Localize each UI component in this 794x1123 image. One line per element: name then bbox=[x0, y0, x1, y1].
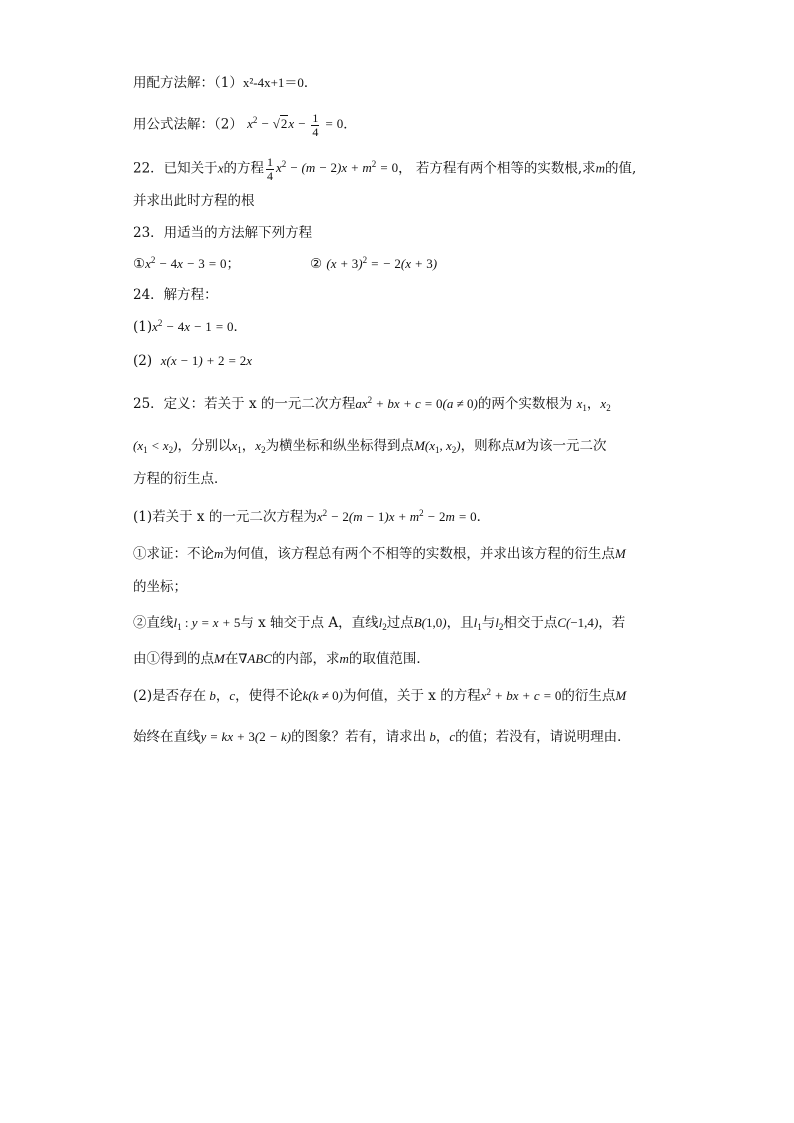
q25-triangle-abc: ∇ABC bbox=[238, 651, 272, 666]
q25-line-l1-eq: $l_1$ : y = x + 5 bbox=[173, 615, 241, 632]
q25-part2-point-m: M bbox=[615, 688, 627, 703]
q22-text-1: 的方程 bbox=[223, 160, 264, 177]
q25-sub2-text-f: 相交于点 bbox=[503, 615, 558, 631]
q25-sub2-text-c: 过点 bbox=[386, 615, 414, 631]
q25-part2-text-d: 为何值，关于 x 的方程 bbox=[343, 688, 481, 704]
q25-part2-text-f: 始终在直线 bbox=[133, 729, 201, 745]
q24-tail-1: ． bbox=[233, 319, 248, 335]
q25-sub2-text-i: 在 bbox=[224, 651, 239, 667]
q25-sub2-text-b: 与 x 轴交于点 A，直线 bbox=[240, 615, 379, 631]
q25-part2-equation: $x^2$ + bx + c = 0 bbox=[480, 687, 562, 703]
q24-marker-1: (1) bbox=[133, 319, 153, 335]
q25-sub2-text-k: 的取值范围． bbox=[348, 651, 430, 667]
q21-line-1 bbox=[133, 74, 317, 92]
q25-part2-text-i: 的值；若没有，请说明理由． bbox=[455, 729, 631, 745]
q25-comma-1: ， bbox=[586, 396, 601, 412]
q25-line-2 bbox=[133, 437, 606, 455]
q25-text-2e: 为该一元二次 bbox=[525, 438, 607, 454]
q22-var-x: x bbox=[217, 160, 224, 176]
q25-part2-c-ref: c bbox=[449, 729, 456, 744]
q21-equation-1: x²-4x+1＝0 bbox=[242, 75, 304, 90]
q25-part2-text-e: 的衍生点 bbox=[561, 688, 616, 704]
q25-part1-text: (1)若关于 x 的一元二次方程为 bbox=[133, 509, 317, 525]
q25-root-order: $(x_1 < x_2)$ bbox=[133, 438, 178, 455]
q25-x2-ref: $x_2$ bbox=[255, 438, 266, 455]
q22-text-4: 并求出此时方程的根 bbox=[133, 193, 255, 209]
q25-point-c: C(−1,4) bbox=[557, 615, 599, 630]
q23-title-text: 23．用适当的方法解下列方程 bbox=[133, 225, 313, 241]
q25-sub2-text-a: ②直线 bbox=[133, 615, 174, 631]
q25-sub1-text-a: ①求证：不论 bbox=[133, 546, 214, 562]
q22-equation: $\frac{1}{4}$ $x^2 - (m - 2)x + m^2 = 0$ bbox=[266, 155, 399, 183]
q25-sub2-text-g: ，若 bbox=[598, 615, 626, 631]
q25-sub2-text-d: ，且 bbox=[446, 615, 474, 631]
q25-l2-ref: $l_2$ bbox=[495, 615, 504, 632]
q25-part1-end: ． bbox=[476, 509, 491, 525]
q25-x1-ref: $x_1$ bbox=[231, 438, 242, 455]
q25-sub2-var-m: m bbox=[339, 651, 349, 666]
q25-sub1-point-m: M bbox=[614, 546, 626, 561]
q25-part2-text-h: ， bbox=[435, 729, 450, 745]
q25-sub2-text-j: 的内部，求 bbox=[271, 651, 340, 667]
q25-text-2d: ，则称点 bbox=[460, 438, 515, 454]
q24-item-2 bbox=[133, 352, 252, 370]
q22-line-1 bbox=[133, 156, 636, 183]
q25-sub1-text-c: 的坐标； bbox=[133, 579, 187, 595]
q25-sub1-text-b: 为何值，该方程总有两个不相等的实数根，并求出该方程的衍生点 bbox=[223, 546, 615, 562]
q23-marker-2: ② bbox=[310, 256, 323, 272]
q25-line-l2: $l_2$ bbox=[378, 615, 387, 632]
q23-marker-1: ① bbox=[133, 256, 146, 272]
q21-line-2 bbox=[133, 112, 357, 139]
q25-root-x1: $x_1$ bbox=[576, 396, 587, 413]
q21-prefix-2: 用公式法解：（2） bbox=[133, 116, 243, 133]
q25-sub2-line-2 bbox=[133, 650, 430, 668]
q21-prefix-1: 用配方法解：（1） bbox=[133, 75, 243, 91]
q25-part2-text-g: 的图象？若有，请求出 bbox=[291, 729, 427, 745]
q24-item-1 bbox=[133, 318, 247, 336]
q25-point-m: $M(x_1$, $x_2$) bbox=[414, 438, 461, 455]
q25-text-2b: ， bbox=[241, 438, 256, 454]
q23-tail-1: ； bbox=[226, 256, 240, 272]
q24-equation-1: $x^2 - 4x - 1 = 0$ bbox=[152, 318, 234, 334]
q25-part2-c: c bbox=[229, 688, 236, 703]
q21-end-2: ． bbox=[343, 116, 357, 133]
q25-part1-equation: $x^2 - 2(m - 1)x + m^2 - 2m = 0$ bbox=[316, 508, 477, 524]
q22-var-m: m bbox=[595, 160, 606, 176]
q25-l1-ref: $l_1$ bbox=[473, 615, 482, 632]
q25-general-equation: $ax^2$ + bx + c = 0(a ≠ 0) bbox=[355, 395, 478, 411]
q25-sub1-m: m bbox=[214, 546, 224, 561]
q23-item-2 bbox=[310, 255, 437, 273]
q23-equation-1: $x^2 - 4x - 3 = 0$ bbox=[145, 255, 227, 271]
q25-part2-line-eq: y = kx + 3(2 − k) bbox=[200, 729, 292, 744]
q25-part2-b: b bbox=[206, 688, 216, 703]
q25-point-b: B(1,0) bbox=[413, 615, 447, 630]
q25-root-x2: $x_2$ bbox=[600, 396, 611, 413]
q25-text-3: 方程的衍生点． bbox=[133, 471, 228, 487]
q25-part2-line-1 bbox=[133, 687, 626, 705]
q25-text-2c: 为横坐标和纵坐标得到点 bbox=[265, 438, 415, 454]
q25-text-2a: ，分别以 bbox=[177, 438, 232, 454]
q24-marker-2: (2) bbox=[133, 353, 153, 369]
q25-m-label: M bbox=[514, 438, 526, 453]
q25-sub2-text-h: 由①得到的点 bbox=[133, 651, 214, 667]
q22-label: 22．已知关于 bbox=[133, 160, 218, 177]
q25-part2-text-a: (2)是否存在 bbox=[133, 688, 207, 704]
q25-sub1-line-1 bbox=[133, 545, 626, 563]
q25-part2-text-c: ，使得不论 bbox=[235, 688, 303, 704]
q24-title bbox=[133, 286, 218, 304]
q24-title-text: 24．解方程： bbox=[133, 287, 218, 303]
q22-text-2: ， 若方程有两个相等的实数根,求 bbox=[398, 160, 596, 177]
q23-title bbox=[133, 224, 312, 242]
q25-part2-line-2 bbox=[133, 728, 631, 746]
q25-part1 bbox=[133, 508, 490, 526]
q21-end-1: ． bbox=[303, 75, 318, 91]
q21-equation-2: $x^2 - √2x$ − $\frac{1}{4}$ = 0 bbox=[247, 111, 344, 139]
q25-sub2-text-e: 与 bbox=[481, 615, 496, 631]
q23-equation-2: $(x + 3)^2$ = − 2(x + 3) bbox=[326, 255, 438, 271]
q22-text-3: 的值, bbox=[605, 160, 637, 177]
q25-text-1a: 25．定义：若关于 x 的一元二次方程 bbox=[133, 396, 356, 412]
q23-item-1 bbox=[133, 255, 240, 273]
q25-sub2-line-1 bbox=[133, 614, 625, 632]
q25-line-3 bbox=[133, 470, 228, 488]
q25-sub2-point-m: M bbox=[214, 651, 225, 666]
q24-equation-2: x(x − 1) + 2 = 2x bbox=[160, 353, 253, 368]
q25-part2-text-b: ， bbox=[215, 688, 230, 704]
q25-line-1 bbox=[133, 395, 611, 413]
q25-sub1-line-2 bbox=[133, 578, 187, 596]
q25-part2-b-ref: b bbox=[426, 729, 436, 744]
q22-line-2 bbox=[133, 192, 255, 210]
q25-text-1b: 的两个实数根为 bbox=[477, 396, 573, 412]
q25-part2-k: k(k ≠ 0) bbox=[302, 688, 344, 703]
